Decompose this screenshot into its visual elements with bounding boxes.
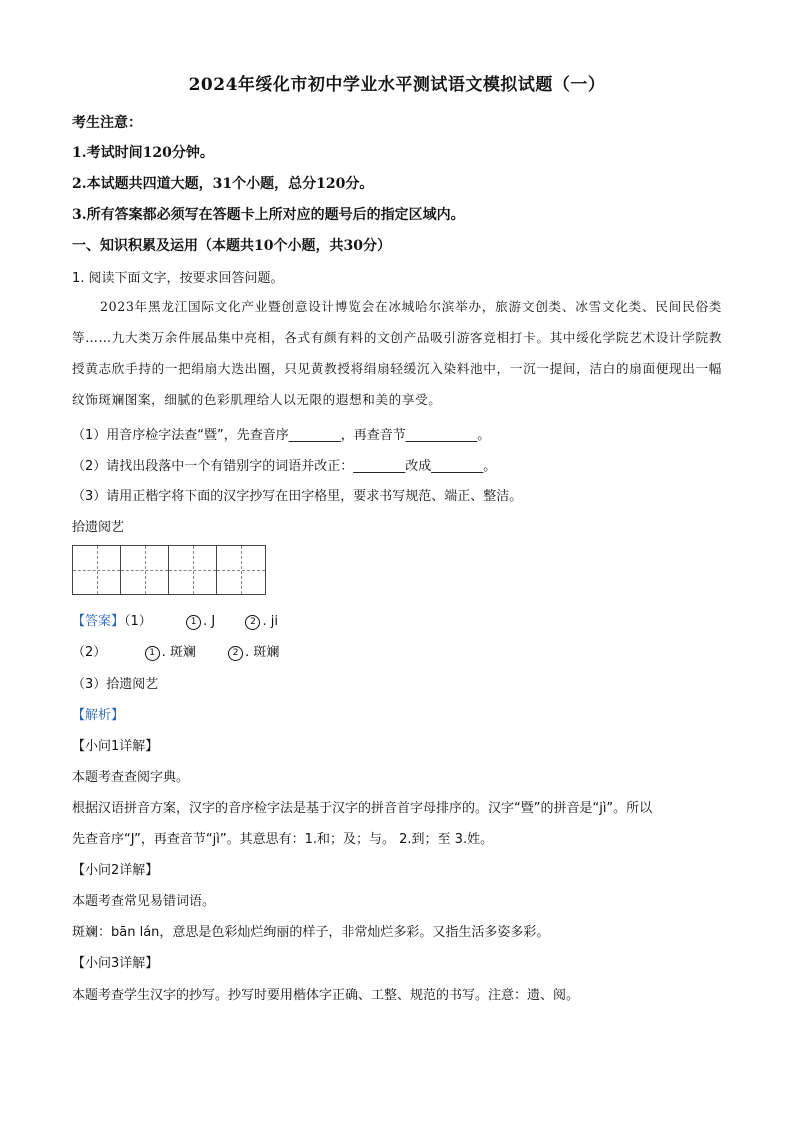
notice-item-2: 2.本试题共四道大题，31个小题，总分120分。 <box>72 176 374 192</box>
grid-cell <box>217 546 265 594</box>
analysis-heading-1: 【小问1详解】 <box>72 739 159 754</box>
answer-label: 【答案】 <box>72 614 125 629</box>
question-1-stem: 1. 阅读下面文字，按要求回答问题。 <box>72 271 284 286</box>
notice-item-1: 1.考试时间120分钟。 <box>72 145 214 161</box>
answer-2-option-2: . 斑斓 <box>245 645 280 660</box>
answer-1-prefix: （1） <box>124 614 152 629</box>
circled-number: 1 <box>145 646 160 661</box>
section-1-heading: 一、知识积累及运用（本题共10个小题，共30分） <box>72 238 391 254</box>
answer-line-3: （3）拾遗阅艺 <box>72 677 159 692</box>
analysis-heading-3: 【小问3详解】 <box>72 956 159 971</box>
analysis-label: 【解析】 <box>72 708 125 723</box>
analysis-text: 根据汉语拼音方案，汉字的音序检字法是基于汉字的拼音首字母排序的。汉字“暨”的拼音是“jì”。所以 <box>72 801 653 816</box>
circled-number: 2 <box>228 646 243 661</box>
question-1-sub-3: （3）请用正楷字将下面的汉字抄写在田字格里，要求书写规范、端正、整洁。 <box>72 489 523 504</box>
analysis-text: 先查音序“J”，再查音节“jì”。其意思有：1.和；及；与。 2.到；至 3.姓。 <box>72 832 494 847</box>
notice-item-3: 3.所有答案都必须写在答题卡上所对应的题号后的指定区域内。 <box>72 207 465 223</box>
copy-text: 拾遗阅艺 <box>72 520 125 535</box>
notice-heading: 考生注意： <box>72 115 142 131</box>
answer-line-1 <box>72 610 278 630</box>
answer-1-option-1: . J <box>203 614 216 629</box>
answer-line-2 <box>72 641 279 661</box>
analysis-heading-2: 【小问2详解】 <box>72 863 159 878</box>
analysis-text: 本题考查查阅字典。 <box>72 770 190 785</box>
answer-2-prefix: （2） <box>72 645 107 660</box>
question-1-passage: 2023年黑龙江国际文化产业暨创意设计博览会在冰城哈尔滨举办，旅游文创类、冰雪文化类、民间民俗类等……九大类万余件展品集中亮相，各式有颜有料的文创产品吸引游客竞相打卡。其中绥化学院艺术设计学院教授黄志欣手持的一把绢扇大迭出圈，只见黄教授将绢扇轻缓沉入染料池中，一沉一提间，洁白的扇面便现出一幅纹饰斑斓图案，细腻的色彩肌理给人以无限的遐想和美的享受。 <box>72 299 722 407</box>
grid-cell <box>169 546 217 594</box>
circled-number: 2 <box>245 615 260 630</box>
grid-cell <box>121 546 169 594</box>
grid-cell <box>73 546 121 594</box>
analysis-text: 本题考查学生汉字的抄写。抄写时要用楷体字正确、工整、规范的书写。注意：遗、阅。 <box>72 988 580 1003</box>
question-1-sub-1: （1）用音序检字法查“暨”，先查音序________，再查音节___________。 <box>72 428 491 443</box>
tianzige-grid <box>72 545 266 595</box>
question-1-sub-2: （2）请找出段落中一个有错别字的词语并改正：________改成________。 <box>72 459 497 474</box>
answer-1-option-2: . ji <box>262 614 278 629</box>
analysis-text: 斑斓：bān lán，意思是色彩灿烂绚丽的样子，非常灿烂多彩。又指生活多姿多彩。 <box>72 925 550 940</box>
answer-2-option-1: . 斑斓 <box>161 645 196 660</box>
analysis-text: 本题考查常见易错词语。 <box>72 894 216 909</box>
circled-number: 1 <box>186 615 201 630</box>
page-title: 2024年绥化市初中学业水平测试语文模拟试题（一） <box>188 75 606 95</box>
